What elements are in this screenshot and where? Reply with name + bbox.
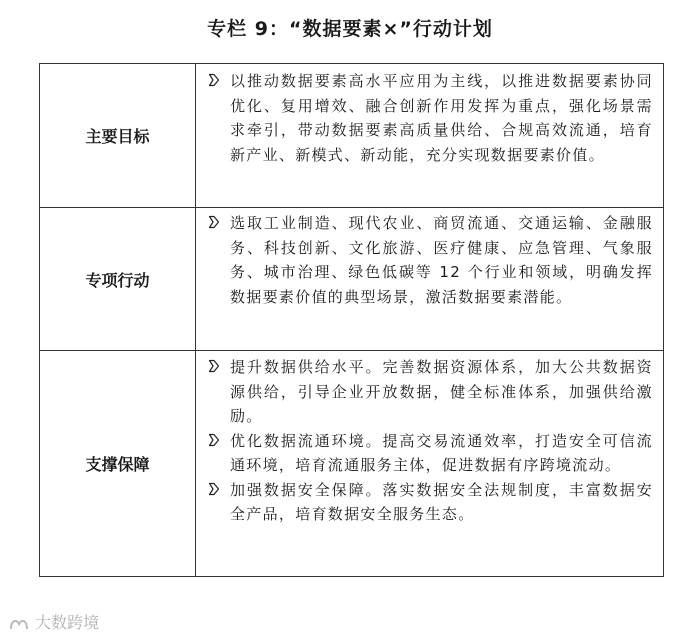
row-content-special-actions (208, 211, 653, 309)
table-title: 专栏 9：“数据要素×”行动计划 (207, 18, 493, 40)
watermark-logo-icon (8, 616, 30, 632)
hollow-arrow-icon (208, 433, 220, 447)
list-item (208, 478, 653, 527)
list-item (208, 211, 653, 309)
watermark-text: 大数跨境 (35, 613, 100, 632)
row-label-special-actions: 专项行动 (85, 271, 150, 290)
action-plan-table (39, 63, 664, 577)
list-item-text: 选取工业制造、现代农业、商贸流通、交通运输、金融服务、科技创新、文化旅游、医疗健康、应急管理、气象服务、城市治理、绿色低碳等 12 个行业和领域，明确发挥数据要素价值的典型场景，激活数据要素潜能。 (230, 214, 653, 306)
row-content-main-goals (208, 69, 653, 167)
list-item (208, 429, 653, 478)
list-item-text: 加强数据安全保障。落实数据安全法规制度，丰富数据安全产品，培育数据安全服务生态。 (230, 480, 653, 523)
list-item-text: 以推动数据要素高水平应用为主线，以推进数据要素协同优化、复用增效、融合创新作用发挥为重点，强化场景需求牵引，带动数据要素高质量供给、合规高效流通，培育新产业、新模式、新动能，充分实现数据要素价值。 (230, 72, 653, 164)
row-content-support (208, 355, 653, 527)
row-divider (40, 207, 663, 208)
list-item (208, 69, 653, 167)
list-item (208, 355, 653, 429)
hollow-arrow-icon (208, 482, 220, 496)
hollow-arrow-icon (208, 73, 220, 87)
row-label-support: 支撑保障 (85, 455, 150, 474)
hollow-arrow-icon (208, 215, 220, 229)
row-label-main-goals: 主要目标 (85, 127, 150, 146)
hollow-arrow-icon (208, 359, 220, 373)
column-divider (195, 64, 196, 576)
list-item-text: 优化数据流通环境。提高交易流通效率，打造安全可信流通环境，培育流通服务主体，促进数据有序跨境流动。 (230, 431, 653, 474)
row-divider (40, 350, 663, 351)
list-item-text: 提升数据供给水平。完善数据资源体系，加大公共数据资源供给，引导企业开放数据，健全标准体系，加强供给激励。 (230, 358, 653, 425)
watermark (8, 610, 99, 633)
